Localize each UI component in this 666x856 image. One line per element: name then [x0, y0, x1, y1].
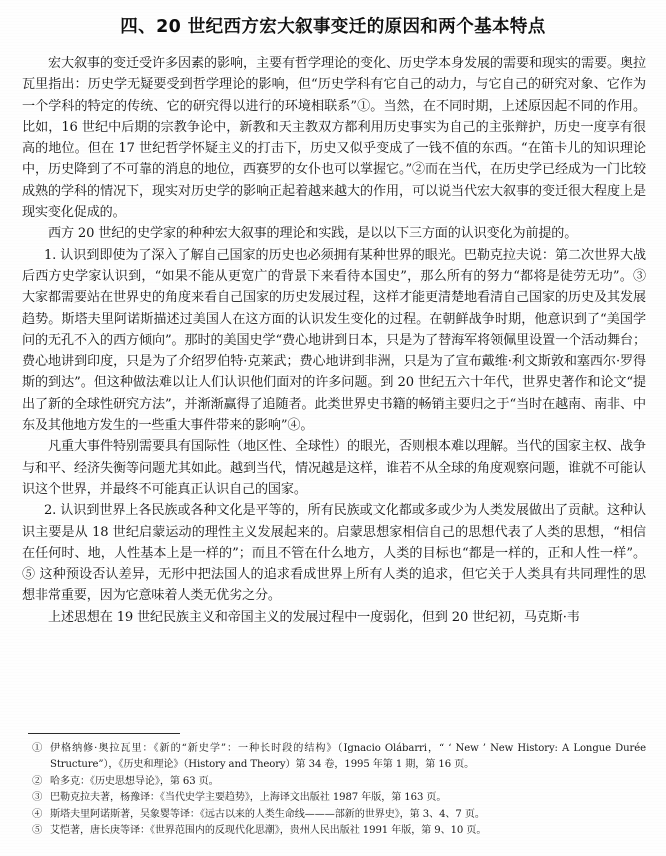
paragraph: 上述思想在 19 世纪民族主义和帝国主义的发展过程中一度弱化，但到 20 世纪初，马克斯·韦 — [48, 609, 580, 625]
footnote-zone — [0, 733, 666, 840]
footnote-marker: ③ — [32, 791, 43, 804]
footnote-item — [22, 807, 646, 823]
footnote-marker: ④ — [32, 807, 43, 820]
footnote-list — [22, 741, 646, 839]
footnote-item — [22, 741, 646, 772]
footnote-text: 巴勒克拉夫著，杨豫译：《当代史学主要趋势》，上海译文出版社 1987 年版，第 163 页。 — [50, 792, 447, 804]
footnote-marker: ⑤ — [32, 824, 43, 837]
document-body — [0, 53, 666, 628]
paragraph-numbered: 2. 认识到世界上各民族或各种文化是平等的，所有民族或文化都或多或少为人类发展做出了贡献。这种认识主要是从 18 世纪启蒙运动的理性主义发展起来的。启蒙思想家相信自己的思想代表了人类的思想，“相信在任何时、地，人性基本上是一样的”；而且不管在什么地方，人类的目标也“都是一样的，正和人性一样”。⑤ 这种预设否认差异，无形中把法国人的追求看成世界上所有人类的追求，但它关于人类具有共同理性的思想非常重要，因为它意味着人类无优劣之分。 — [22, 503, 646, 604]
paragraph: 凡重大事件特别需要具有国际性（地区性、全球性）的眼光，否则根本难以理解。当代的国家主权、战争与和平、经济失衡等问题尤其如此。越到当代，情况越是这样，谁若不从全球的角度观察问题，谁就不可能认识这个世界，并最终不可能真正认识自己的国家。 — [22, 439, 646, 497]
footnote-item — [22, 774, 646, 790]
footnote-text: 艾恺著，唐长庚等译：《世界范围内的反现代化思潮》，贵州人民出版社 1991 年版，第 9、10 页。 — [50, 825, 487, 837]
paragraph: 西方 20 世纪的史学家的种种宏大叙事的理论和实践，是以以下三方面的认识变化为前提的。 — [48, 226, 578, 242]
footnote-item — [22, 790, 646, 806]
footnote-marker: ② — [32, 774, 43, 787]
footnote-marker: ① — [32, 742, 43, 755]
footnote-text: 斯塔夫里阿诺斯著，吴象婴等译：《远古以来的人类生命线———部新的世界史》，第 3、4、7 页。 — [50, 808, 485, 820]
footnote-text: 伊格纳修·奥拉瓦里：《新的“新史学”：一种长时段的结构》（Ignacio Olábarri，“ ‘ New ’ New History: A Longue Durée Structure”），《历史和理论》（History and Theory）第 34 卷，1995 年第 1 期，第 16 页。 — [50, 743, 646, 771]
page-title: 四、20 世纪西方宏大叙事变迁的原因和两个基本特点 — [120, 17, 546, 37]
footnote-text: 哈多克：《历史思想导论》，第 63 页。 — [50, 775, 219, 787]
footnote-separator-rule — [28, 733, 180, 734]
paragraph-numbered: 1. 认识到即使为了深入了解自己国家的历史也必须拥有某种世界的眼光。巴勒克拉夫说：第二次世界大战后西方史学家认识到，“如果不能从更宽广的背景下来看待本国史”，那么所有的努力“都将是徒劳无功”。③ 大家都需要站在世界史的角度来看自己国家的历史发展过程，这样才能更清楚地看清自己国家的历史及其发展趋势。斯塔夫里阿诺斯描述过美国人在这方面的认识发生变化的过程。在朝鲜战争时期，他意识到了“美国学问的无孔不入的西方倾向”。那时的美国史学“费心地讲到日本，只是为了替海军将领佩里设置一个活动舞台；费心地讲到印度，只是为了介绍罗伯特·克莱武；费心地讲到非洲，只是为了宣布戴维·利文斯敦和塞西尔·罗得斯的到达”。但这种做法难以让人们认识他们面对的许多问题。到 20 世纪五六十年代，世界史著作和论文“提出了新的全球性研究方法”，并渐渐赢得了追随者。此类世界史书籍的畅销主要归之于“当时在越南、南非、中东及其他地方发生的一些重大事件带来的影响”④。 — [22, 247, 646, 434]
paragraph: 宏大叙事的变迁受许多因素的影响，主要有哲学理论的变化、历史学本身发展的需要和现实的需要。奥拉瓦里指出：历史学无疑要受到哲学理论的影响，但“历史学科有它自己的动力，与它自己的研究对象、它作为一个学科的特定的传统、它的研究得以进行的环境相联系”①。当然，在不同时期，上述原因起不同的作用。比如，16 世纪中后期的宗教争论中，新教和天主教双方都利用历史事实为自己的主张辩护，历史一度享有很高的地位。但在 17 世纪哲学怀疑主义的打击下，历史又似乎变成了一钱不值的东西。“在笛卡儿的知识理论中，历史降到了不可靠的消息的地位，西赛罗的女仆也可以掌握它。”②而在当代，在历史学已经成为一门比较成熟的学科的情况下，现实对历史学的影响正起着越来越大的作用，可以说当代宏大叙事的变迁很大程度上是现实变化促成的。 — [22, 56, 646, 221]
footnote-item — [22, 823, 646, 839]
